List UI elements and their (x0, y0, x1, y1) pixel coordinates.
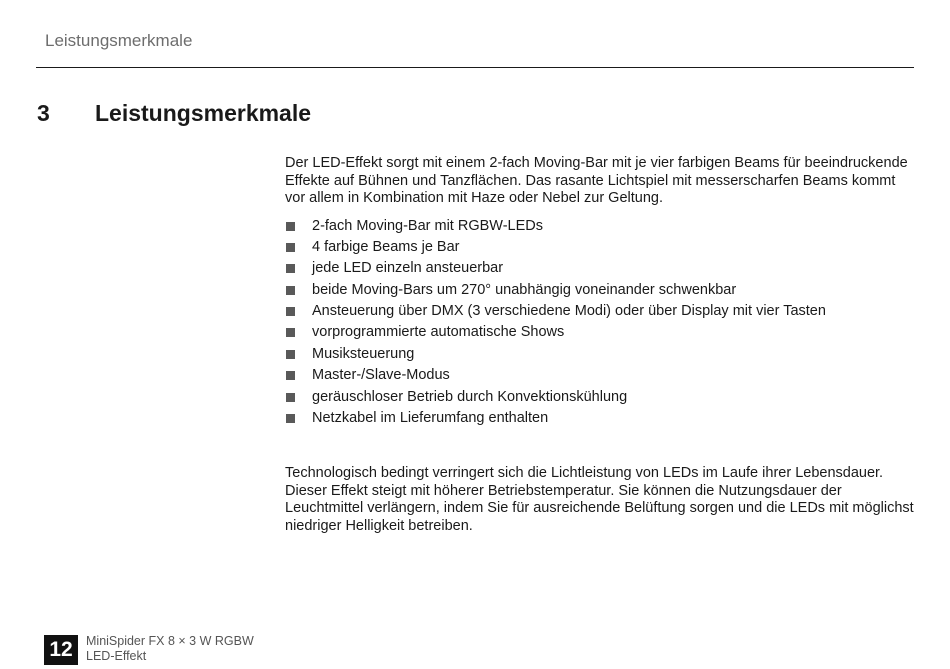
main-content (285, 155, 915, 535)
list-item-text: jede LED einzeln ansteuerbar (312, 260, 504, 277)
chapter-number: 3 (37, 100, 50, 126)
chapter-title: Leistungsmerkmale (95, 100, 312, 126)
square-bullet-icon (286, 307, 295, 316)
list-item-text: geräuschloser Betrieb durch Konvektionskühlung (312, 388, 628, 405)
square-bullet-icon (286, 328, 295, 337)
square-bullet-icon (286, 371, 295, 380)
list-item-text: beide Moving-Bars um 270° unabhängig voneinander schwenkbar (312, 281, 737, 298)
list-item (285, 322, 915, 343)
list-item (285, 365, 915, 386)
footer-product-type: LED-Effekt (86, 649, 147, 663)
footer-product-name: MiniSpider FX 8 × 3 W RGBW (86, 634, 254, 648)
square-bullet-icon (286, 393, 295, 402)
list-item (285, 344, 915, 365)
list-item-text: vorprogrammierte automatische Shows (312, 324, 565, 341)
intro-paragraph: Der LED-Effekt sorgt mit einem 2-fach Moving-Bar mit je vier farbigen Beams für beeindruckende Effekte auf Bühnen und Tanzflächen. Das rasante Lichtspiel mit messerscharfen Beams kommt vor allem in Kombination mit Haze oder Nebel zur Geltung. (285, 155, 908, 206)
chapter-heading (37, 100, 311, 127)
header-rule (36, 67, 914, 68)
note-paragraph: Technologisch bedingt verringert sich die Lichtleistung von LEDs im Laufe ihrer Lebensdauer. Dieser Effekt steigt mit höherer Betriebstemperatur. Sie können die Nutzungsdauer der Leuchtmittel verlängern, indem Sie für ausreichende Belüftung sorgen und die LEDs mit möglichst niedriger Helligkeit betreiben. (285, 465, 914, 534)
list-item-text: Musiksteuerung (312, 345, 415, 362)
page-number: 12 (44, 635, 78, 665)
list-item-text: Ansteuerung über DMX (3 verschiedene Modi) oder über Display mit vier Tasten (312, 303, 826, 320)
list-item-text: Master-/Slave-Modus (312, 367, 450, 384)
list-item (285, 216, 915, 237)
square-bullet-icon (286, 286, 295, 295)
list-item (285, 301, 915, 322)
list-item (285, 237, 915, 258)
square-bullet-icon (286, 264, 295, 273)
list-item (285, 280, 915, 301)
footer-product-info (86, 634, 254, 664)
square-bullet-icon (286, 414, 295, 423)
square-bullet-icon (286, 350, 295, 359)
running-head: Leistungsmerkmale (45, 31, 193, 50)
square-bullet-icon (286, 243, 295, 252)
list-item-text: Netzkabel im Lieferumfang enthalten (312, 410, 549, 427)
list-item (285, 408, 915, 429)
list-item-text: 2-fach Moving-Bar mit RGBW-LEDs (312, 217, 543, 234)
list-item (285, 258, 915, 279)
square-bullet-icon (286, 222, 295, 231)
list-item-text: 4 farbige Beams je Bar (312, 238, 460, 255)
list-item (285, 387, 915, 408)
feature-list (285, 216, 915, 430)
